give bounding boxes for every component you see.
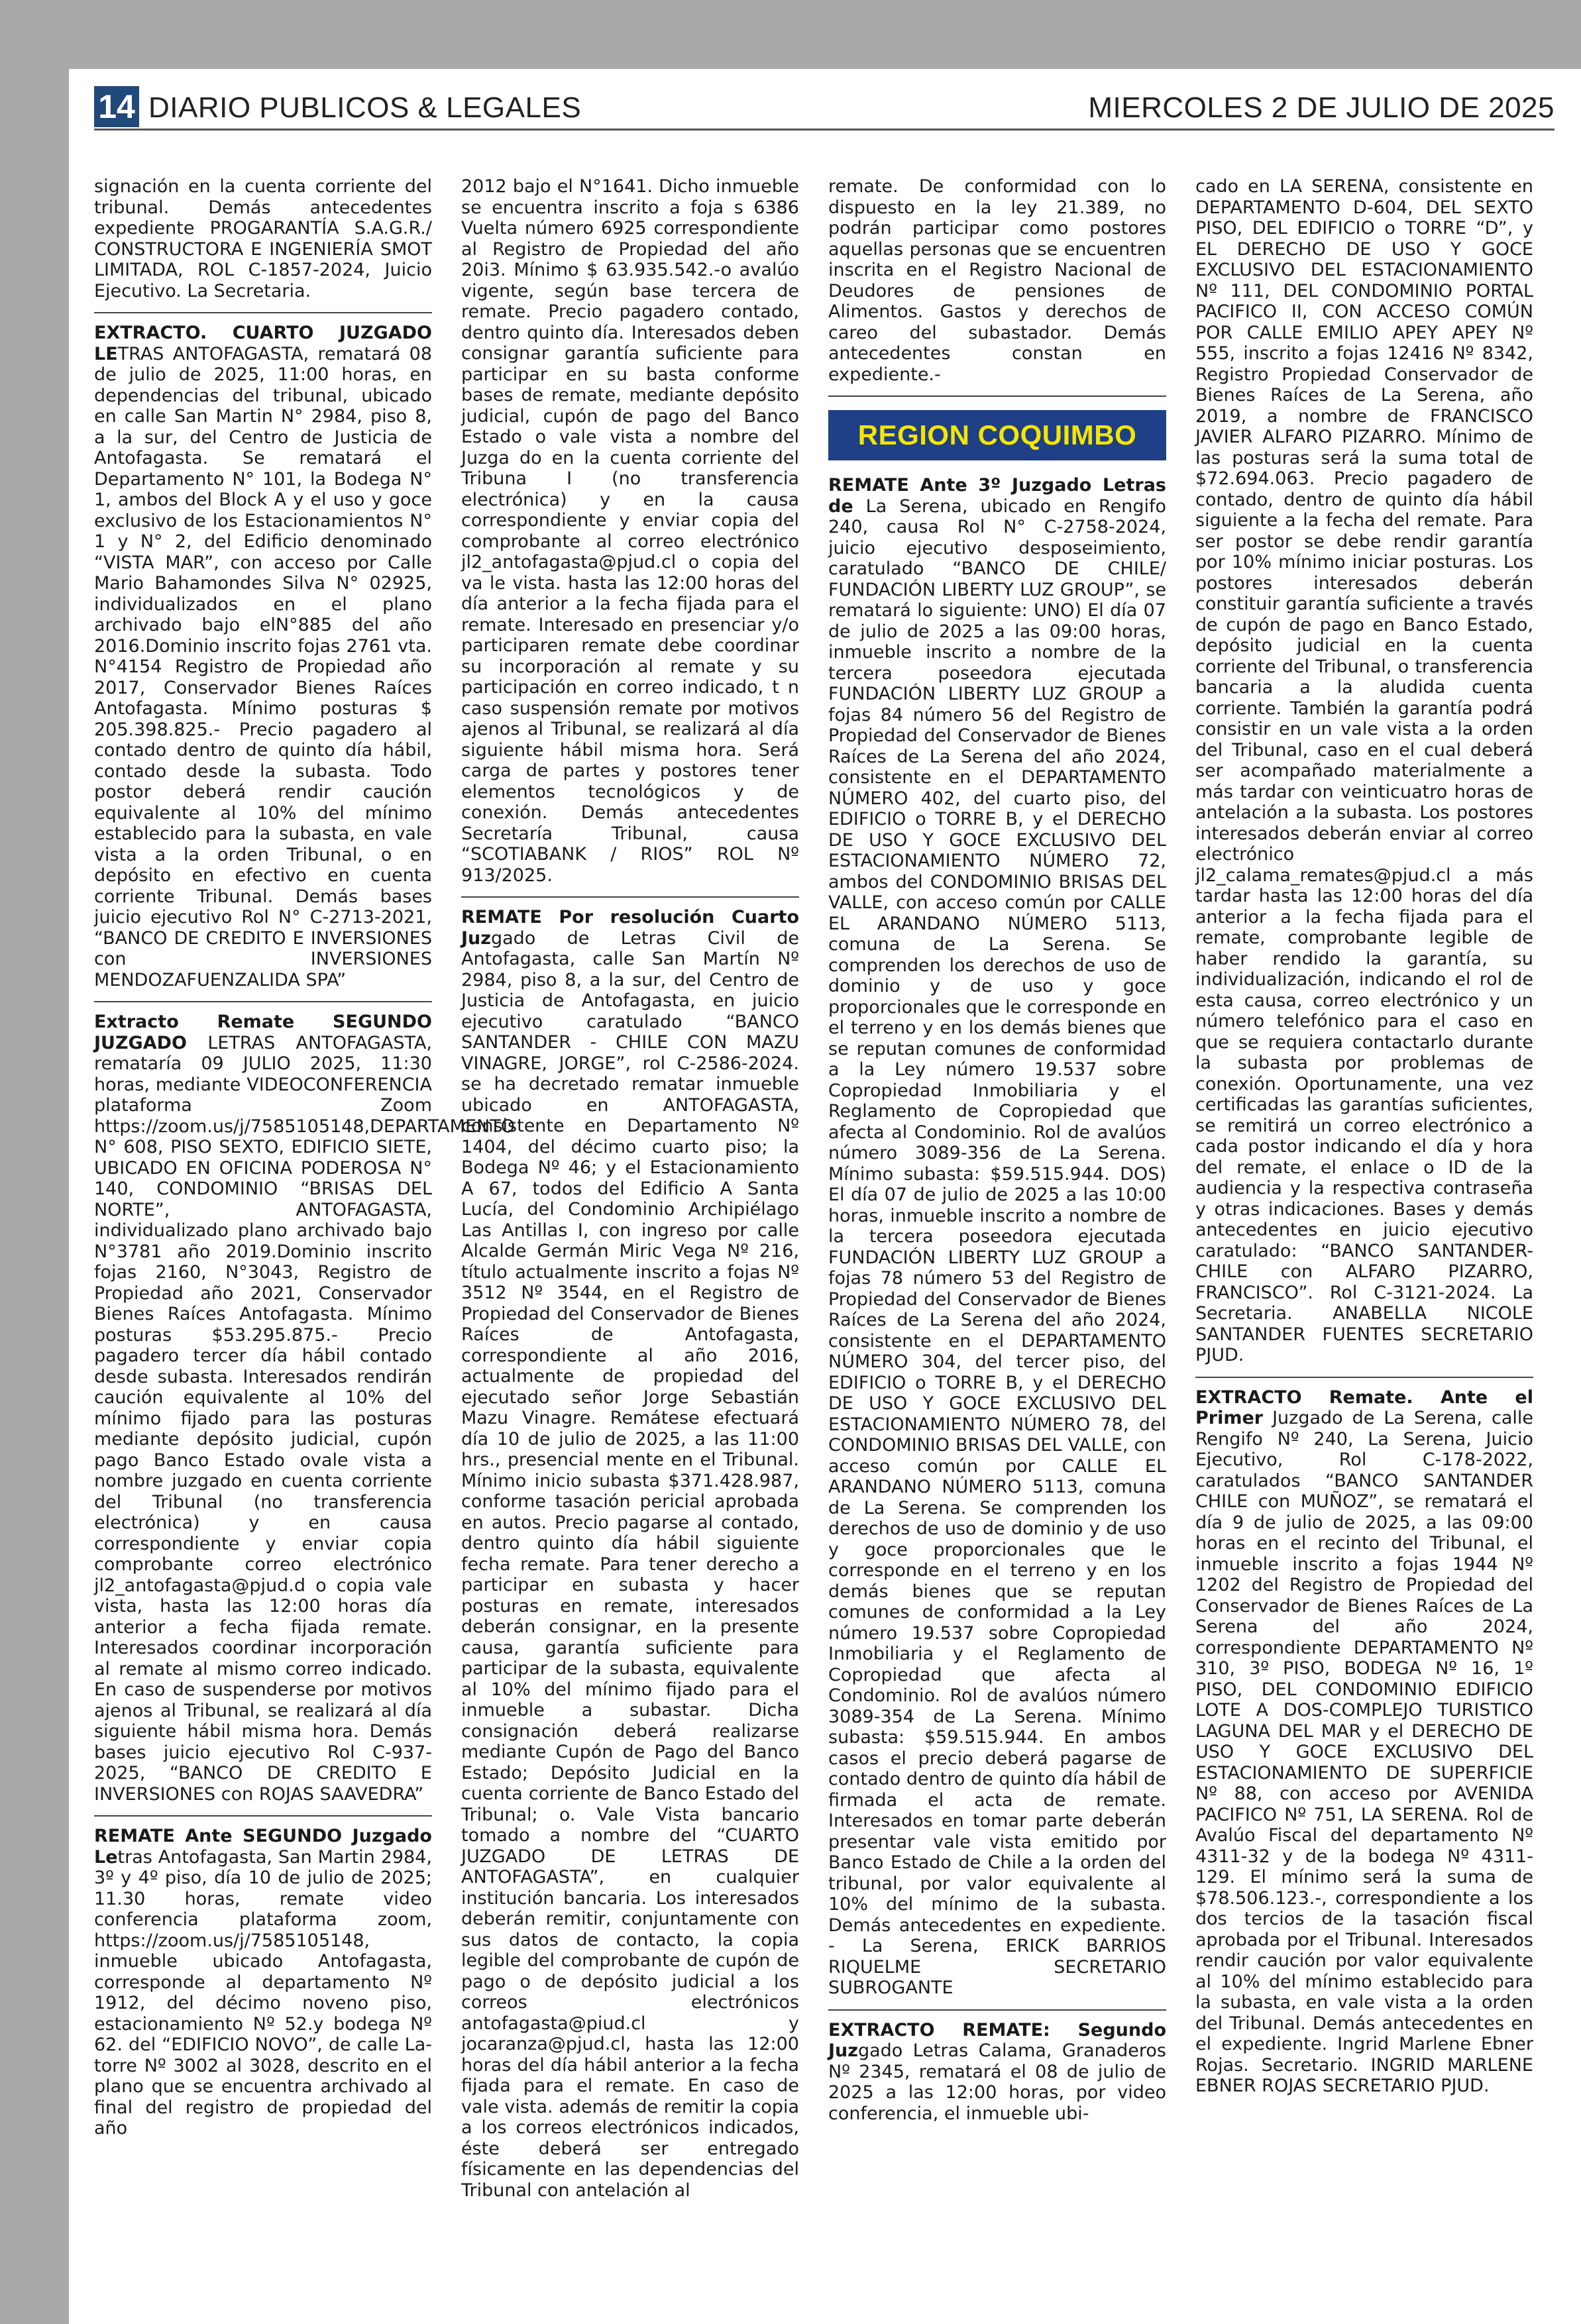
notice-divider [461,896,799,898]
notice-3-1: remate. De conformidad con lo dispuesto en la ley 21.389, no podrán participar como postores aquellas personas que se encuentren inscrita en el Registro Nacional de Deudores de pensiones de Alimentos. Gastos y derechos de careo del subastador. Demás antecedentes constan en expediente.- [828,176,1166,385]
notice-divider [94,1001,432,1002]
notice-1-1: signación en la cuenta corriente del tribunal. Demás antecedentes expediente PROGARANTÍA S.A.G.R./ CONSTRUCTORA E INGENIERÍA SMOT LIMITADA, ROL C-1857-2024, Juicio Ejecutivo. La Secretaria. [94,176,432,301]
column-4 [1195,176,1533,2296]
page-header [94,86,1554,131]
notice-divider [1195,1377,1533,1378]
notice-divider [94,1815,432,1817]
region-banner: REGION COQUIMBO [828,410,1166,460]
column-3 [828,176,1166,2296]
notice-1-2: EXTRACTO. CUARTO JUZGADO LETRAS ANTOFAGASTA, rematará 08 de julio de 2025, 11:00 horas, en dependencias del tribunal, ubicado en calle San Martin N° 2984, piso 8, a la sur, del Centro de Justicia de Antofagasta. Se rematará el Departamento N° 101, la Bodega N° 1, ambos del Block A y el uso y goce exclusivo de los Estacionamientos N° 1 y N° 2, del Edificio denominado “VISTA MAR”, con acceso por Calle Mario Bahamondes Silva N° 02925, individualizados en el plano archivado bajo elN°885 del año 2016.Dominio inscrito fojas 2761 vta. N°4154 Registro de Propiedad año 2017, Conservador Bienes Raíces Antofagasta. Mínimo posturas $ 205.398.825.- Precio pagadero al contado dentro de quinto día hábil, contado desde la subasta. Todo postor deberá rendir caución equivalente al 10% del mínimo establecido para la subasta, en vale vista a la orden Tribunal, o en depósito en efectivo en cuenta corriente Tribunal. Demás bases juicio ejecutivo Rol N° C-2713-2021, “BANCO DE CREDITO E INVERSIONES con INVERSIONES MENDOZAFUENZALIDA SPA” [94,323,432,990]
notice-divider [828,396,1166,397]
notice-2-2: REMATE Por resolución Cuarto Juzgado de Letras Civil de Antofagasta, calle San Martín Nº 2984, piso 8, a la sur, del Centro de Justicia de Antofagasta, en juicio ejecutivo caratulado “BANCO SANTANDER - CHILE CON MAZU VINAGRE, JORGE”, rol C-2586-2024. se ha decretado rematar inmueble ubicado en ANTOFAGASTA, consistente en Departamento Nº 1404, del décimo cuarto piso; la Bodega Nº 46; y el Estacionamiento A 67, todos del Edificio A Santa Lucía, del Condominio Archipiélago Las Antillas I, con ingreso por calle Alcalde Germán Miric Vega Nº 216, título actualmente inscrito a fojas Nº 3512 Nº 3544, en el Registro de Propiedad del Conservador de Bienes Raíces de Antofagasta, correspondiente al año 2016, actualmente de propiedad del ejecutado señor Jorge Sebastián Mazu Vinagre. Remátese efectuará día 10 de julio de 2025, a las 11:00 hrs., presencial mente en el Tribunal. Mínimo inicio subasta $371.428.987, conforme tasación pericial aprobada en autos. Precio pagarse al contado, dentro quinto día hábil siguiente fecha remate. Para tener derecho a participar en subasta y hacer posturas en remate, interesados deberán consignar, en la presente causa, garantía suficiente para participar de la subasta, equivalente al 10% del mínimo fijado para el inmueble a subastar. Dicha consignación deberá realizarse mediante Cupón de Pago del Banco Estado; Depósito Judicial en la cuenta corriente de Banco Estado del Tribunal; o. Vale Vista bancario tomado a nombre del “CUARTO JUZGADO DE LETRAS DE ANTOFAGASTA”, en cualquier institución bancaria. Los interesados deberán remitir, conjuntamente con sus datos de contacto, la copia legible del comprobante de cupón de pago o de depósito judicial a los correos electrónicos antofagasta@piud.cl y jocaranza@pjud.cl, hasta las 12:00 horas del día hábil anterior a la fecha fijada para el remate. En caso de vale vista. además de remitir la copia a los correos electrónicos indicados, éste deberá ser entregado físicamente en las dependencias del Tribunal con antelación al [461,907,799,2201]
notice-2-1: 2012 bajo el N°1641. Dicho inmueble se encuentra inscrito a foja s 6386 Vuelta número 6925 correspondiente al Registro de Propiedad del año 20i3. Mínimo $ 63.935.542.-o avalúo vigente, según base tercera de remate. Precio pagadero contado, dentro quinto día. Interesados deben consignar garantía suficiente para participar en su basta conforme bases de remate, mediante depósito judicial, cupón de pago del Banco Estado o vale vista a nombre del Juzga do en la cuenta corriente del Tribuna I (no transferencia electrónica) y en la causa correspondiente y enviar copia del comprobante al correo electrónico jl2_antofagasta@pjud.cl o copia del va le vista. hasta las 12:00 horas del día anterior a la fecha fijada para el remate. Interesado en presenciar y/o participaren remate debe coordinar su incorporación al remate y su participación en correo indicado, t n caso suspensión remate por motivos ajenos al Tribunal, se realizará al día siguiente hábil misma hora. Será carga de partes y postores tener elementos tecnológicos y de conexión. Demás antecedentes Secretaría Tribunal, causa “SCOTIABANK / RIOS” ROL Nº 913/2025. [461,176,799,886]
notice-divider [94,312,432,313]
notice-divider [828,2009,1166,2011]
notice-3-2: REMATE Ante 3º Juzgado Letras de La Serena, ubicado en Rengifo 240, causa Rol N° C-2758-2024, juicio ejecutivo desposeimiento, caratulado “BANCO DE CHILE/ FUNDACIÓN LIBERTY LUZ GROUP”, se rematará lo siguiente: UNO) El día 07 de julio de 2025 a las 09:00 horas, inmueble inscrito a nombre de la tercera poseedora ejecutada FUNDACIÓN LIBERTY LUZ GROUP a fojas 84 número 56 del Registro de Propiedad del Conservador de Bienes Raíces de La Serena del año 2024, consistente en el DEPARTAMENTO NÚMERO 402, del cuarto piso, del EDIFICIO o TORRE B, y el DERECHO DE USO Y GOCE EXCLUSIVO DEL ESTACIONAMIENTO NÚMERO 72, ambos del CONDOMINIO BRISAS DEL VALLE, con acceso común por CALLE EL ARANDANO NÚMERO 5113, comuna de La Serena. Se comprenden los derechos de uso de dominio y de uso y goce proporcionales que le corresponde en el terreno y en los demás bienes que se reputan comunes de conformidad a la Ley número 19.537 sobre Copropiedad Inmobiliaria y el Reglamento de Copropiedad que afecta al Condominio. Rol de avalúos número 3089-356 de La Serena. Mínimo subasta: $59.515.944. DOS) El día 07 de julio de 2025 a las 10:00 horas, inmueble inscrito a nombre de la tercera poseedora ejecutada FUNDACIÓN LIBERTY LUZ GROUP a fojas 78 número 53 del Registro de Propiedad del Conservador de Bienes Raíces de La Serena del año 2024, consistente en el DEPARTAMENTO NÚMERO 304, del tercer piso, del EDIFICIO o TORRE B, y el DERECHO DE USO Y GOCE EXCLUSIVO DEL ESTACIONAMIENTO NÚMERO 78, del CONDOMINIO BRISAS DEL VALLE, con acceso común por CALLE EL ARANDANO NÚMERO 5113, comuna de La Serena. Se comprenden los derechos de uso de dominio y de uso y goce proporcionales que le corresponde en el terreno y en los demás bienes que se reputan comunes de conformidad a la Ley número 19.537 sobre Copropiedad Inmobiliaria y el Reglamento de Copropiedad que afecta al Condominio. Rol de avalúos número 3089-354 de La Serena. Mínimo subasta: $59.515.944. En ambos casos el precio deberá pagarse de contado dentro de quinto día hábil de firmada el acta de remate. Interesados en tomar parte deberán presentar vale vista emitido por Banco Estado de Chile a la orden del tribunal, por valor equivalente al 10% del mínimo de la subasta. Demás antecedentes en expediente. - La Serena, ERICK BARRIOS RIQUELME SECRETARIO SUBROGANTE [828,475,1166,1998]
notice-3-3: EXTRACTO REMATE: Segundo Juzgado Letras Calama, Granaderos Nº 2345, rematará el 08 de julio de 2025 a las 12:00 horas, por video conferencia, el inmueble ubi- [828,2019,1166,2124]
column-1 [94,176,515,2296]
notice-1-4: REMATE Ante SEGUNDO Juzgado Letras Antofagasta, San Martin 2984, 3º y 4º piso, día 10 de julio de 2025; 11.30 horas, remate video conferencia plataforma zoom, https://zoom.us/j/7585105148, inmueble ubicado Antofagasta, corresponde al departamento Nº 1912, del décimo noveno piso, estacionamiento Nº 52.y bodega Nº 62. del “EDIFICIO NOVO”, de calle La-torre Nº 3002 al 3028, descrito en el plano que se encuentra archivado al final del registro de propiedad del año [94,1826,432,2139]
newspaper-page [69,69,1581,2324]
notice-1-3: Extracto Remate SEGUNDO JUZGADO LETRAS ANTOFAGASTA, remataría 09 JULIO 2025, 11:30 horas, mediante VIDEOCONFERENCIA plataforma Zoom https://zoom.us/j/7585105148,DEPARTAMENTO N° 608, PISO SEXTO, EDIFICIO SIETE, UBICADO EN OFICINA PODEROSA N° 140, CONDOMINIO “BRISAS DEL NORTE”, ANTOFAGASTA, individualizado plano archivado bajo N°3781 año 2019.Dominio inscrito fojas 2160, N°3043, Registro de Propiedad año 2021, Conservador Bienes Raíces Antofagasta. Mínimo posturas $53.295.875.- Precio pagadero tercer día hábil contado desde subasta. Interesados rendirán caución equivalente al 10% del mínimo fijado para las posturas mediante depósito judicial, cupón pago Banco Estado ovale vista a nombre juzgado en cuenta corriente del Tribunal (no transferencia electrónica) y en causa correspondiente y enviar copia comprobante correo electrónico jl2_antofagasta@pjud.d o copia vale vista, hasta las 12:00 horas día anterior a fecha fijada remate. Interesados coordinar incorporación al remate al mismo correo indicado. En caso de suspenderse por motivos ajenos al Tribunal, se realizará al día siguiente hábil misma hora. Demás bases juicio ejecutivo Rol C-937-2025, “BANCO DE CREDITO E INVERSIONES con ROJAS SAAVEDRA” [94,1012,515,1805]
publication-date: MIERCOLES 2 DE JULIO DE 2025 [1088,91,1554,124]
page-number: 14 [94,86,139,127]
notice-4-1: cado en LA SERENA, consistente en DEPARTAMENTO D-604, DEL SEXTO PISO, DEL EDIFICIO o TORRE “D”, y EL DERECHO DE USO Y GOCE EXCLUSIVO DEL ESTACIONAMIENTO Nº 111, DEL CONDOMINIO PORTAL PACIFICO II, CON ACCESO COMÚN POR CALLE EMILIO APEY APEY Nº 555, inscrito a fojas 12416 Nº 8342, Registro Propiedad Conservador de Bienes Raíces de La Serena, año 2019, a nombre de FRANCISCO JAVIER ALFARO PIZARRO. Mínimo de las posturas será la suma total de $72.694.063. Precio pagadero de contado, dentro de quinto día hábil siguiente a la fecha del remate. Para ser postor se debe rendir garantía por 10% mínimo iniciar posturas. Los postores interesados deberán constituir garantía suficiente a través de cupón de pago en Banco Estado, depósito judicial en la cuenta corriente del Tribunal, o transferencia bancaria a la aludida cuenta corriente. También la garantía podrá consistir en un vale vista a la orden del Tribunal, caso en el cual deberá ser acompañado materialmente a más tardar con veinticuatro horas de antelación a la subasta. Los postores interesados deberán enviar al correo electrónico jl2_calama_remates@pjud.cl a más tardar hasta las 12:00 horas del día anterior a la fecha fijada para el remate, comprobante legible de haber rendido la garantía, su individualización, indicando el rol de esta causa, correo electrónico y un número telefónico para el caso en que se requiera contactarlo durante la subasta por problemas de conexión. Oportunamente, una vez certificadas las garantías suficientes, se remitirá un correo electrónico a cada postor indicando el día y hora del remate, el enlace o ID de la audiencia y la respectiva contraseña y otras indicaciones. Bases y demás antecedentes en juicio ejecutivo caratulado: “BANCO SANTANDER- CHILE con ALFARO PIZARRO, FRANCISCO”. Rol C-3121-2024. La Secretaria. ANABELLA NICOLE SANTANDER FUENTES SECRETARIO PJUD. [1195,176,1533,1365]
notice-4-2: EXTRACTO Remate. Ante el Primer Juzgado de La Serena, calle Rengifo Nº 240, La Serena, Juicio Ejecutivo, Rol C-178-2022, caratulados “BANCO SANTANDER CHILE con MUÑOZ”, se rematará el día 9 de julio de 2025, a las 09:00 horas en el recinto del Tribunal, el inmueble inscrito a fojas 1944 Nº 1202 del Registro de Propiedad del Conservador de Bienes Raíces de La Serena del año 2024, correspondiente DEPARTAMENTO Nº 310, 3º PISO, BODEGA Nº 16, 1º PISO, DEL CONDOMINIO EDIFICIO LOTE A DOS-COMPLEJO TURISTICO LAGUNA DEL MAR y el DERECHO DE USO Y GOCE EXCLUSIVO DEL ESTACIONAMIENTO DE SUPERFICIE Nº 88, con acceso por AVENIDA PACIFICO Nº 751, LA SERENA. Rol de Avalúo Fiscal del departamento Nº 4311-32 y de la bodega Nº 4311-129. El mínimo será la suma de $78.506.123.-, correspondiente a los dos tercios de la tasación fiscal aprobada por el Tribunal. Interesados rendir caución por valor equivalente al 10% del mínimo establecido para la subasta, en vale vista a la orden del Tribunal. Demás antecedentes en el expediente. Ingrid Marlene Ebner Rojas. Secretario. INGRID MARLENE EBNER ROJAS SECRETARIO PJUD. [1195,1387,1533,2096]
publication-name: DIARIO PUBLICOS & LEGALES [148,91,582,124]
column-2 [461,176,799,2296]
